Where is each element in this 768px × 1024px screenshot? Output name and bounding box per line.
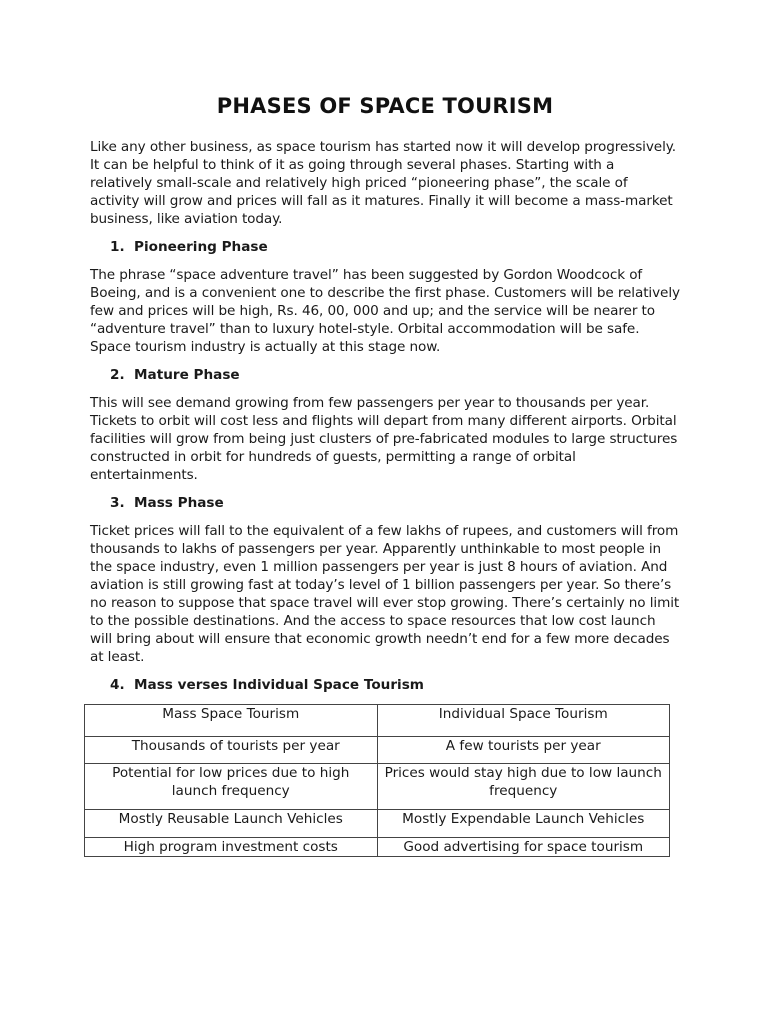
table-cell: Potential for low prices due to high launch frequency: [85, 764, 378, 810]
section-body-mass: Ticket prices will fall to the equivalent of a few lakhs of rupees, and customers will from thousands to lakhs of passengers per year. Apparently unthinkable to most people in the space industry, even 1 million passengers per year is just 8 hours of aviation. And aviation is still growing fast at today’s level of 1 billion passengers per year. So there’s no reason to suppose that space travel will ever stop growing. There’s certainly no limit to the possible destinations. And the access to space resources that low cost launch will bring about will ensure that economic growth needn’t end for a few more decades at least.: [90, 523, 680, 665]
section-title: Pioneering Phase: [134, 239, 268, 255]
document-title: PHASES OF SPACE TOURISM: [216, 94, 554, 118]
comparison-table: [84, 704, 670, 857]
section-heading-comparison: [110, 676, 680, 694]
table-header-cell: Mass Space Tourism: [85, 705, 378, 737]
section-body-pioneering: The phrase “space adventure travel” has been suggested by Gordon Woodcock of Boeing, and is a convenient one to describe the first phase. Customers will be relatively few and prices will be high, Rs. 46, 00, 000 and up; and the service will be nearer to “adventure travel” than to luxury hotel-style. Orbital accommodation will be safe. Space tourism industry is actually at this stage now.: [90, 267, 680, 355]
table-cell: A few tourists per year: [377, 737, 670, 764]
table-cell: Thousands of tourists per year: [85, 737, 378, 764]
table-cell: Mostly Reusable Launch Vehicles: [85, 810, 378, 838]
section-heading-pioneering: [110, 238, 680, 256]
table-header-row: [85, 705, 670, 737]
section-number: 2.: [110, 367, 125, 383]
table-cell: High program investment costs: [85, 838, 378, 857]
table-row: [85, 838, 670, 857]
section-body-mature: This will see demand growing from few passengers per year to thousands per year. Tickets to orbit will cost less and flights will depart from many different airports. Orbital facilities will grow from being just clusters of pre-fabricated modules to large structures constructed in orbit for hundreds of guests, permitting a range of orbital entertainments.: [90, 395, 678, 483]
document-page: [90, 92, 680, 857]
table-row: [85, 764, 670, 810]
table-row: [85, 810, 670, 838]
table-row: [85, 737, 670, 764]
table-cell: Good advertising for space tourism: [377, 838, 670, 857]
section-title: Mature Phase: [134, 367, 240, 383]
section-heading-mass: [110, 494, 680, 512]
section-title: Mass verses Individual Space Tourism: [134, 677, 424, 693]
section-number: 1.: [110, 239, 125, 255]
table-header-cell: Individual Space Tourism: [377, 705, 670, 737]
section-number: 3.: [110, 495, 125, 511]
section-number: 4.: [110, 677, 125, 693]
table-cell: Mostly Expendable Launch Vehicles: [377, 810, 670, 838]
table-cell: Prices would stay high due to low launch frequency: [377, 764, 670, 810]
section-heading-mature: [110, 366, 680, 384]
section-title: Mass Phase: [134, 495, 224, 511]
intro-paragraph: Like any other business, as space tourism has started now it will develop progressively. It can be helpful to think of it as going through several phases. Starting with a relatively small-scale and relatively high priced “pioneering phase”, the scale of activity will grow and prices will fall as it matures. Finally it will become a mass-market business, like aviation today.: [90, 139, 676, 227]
